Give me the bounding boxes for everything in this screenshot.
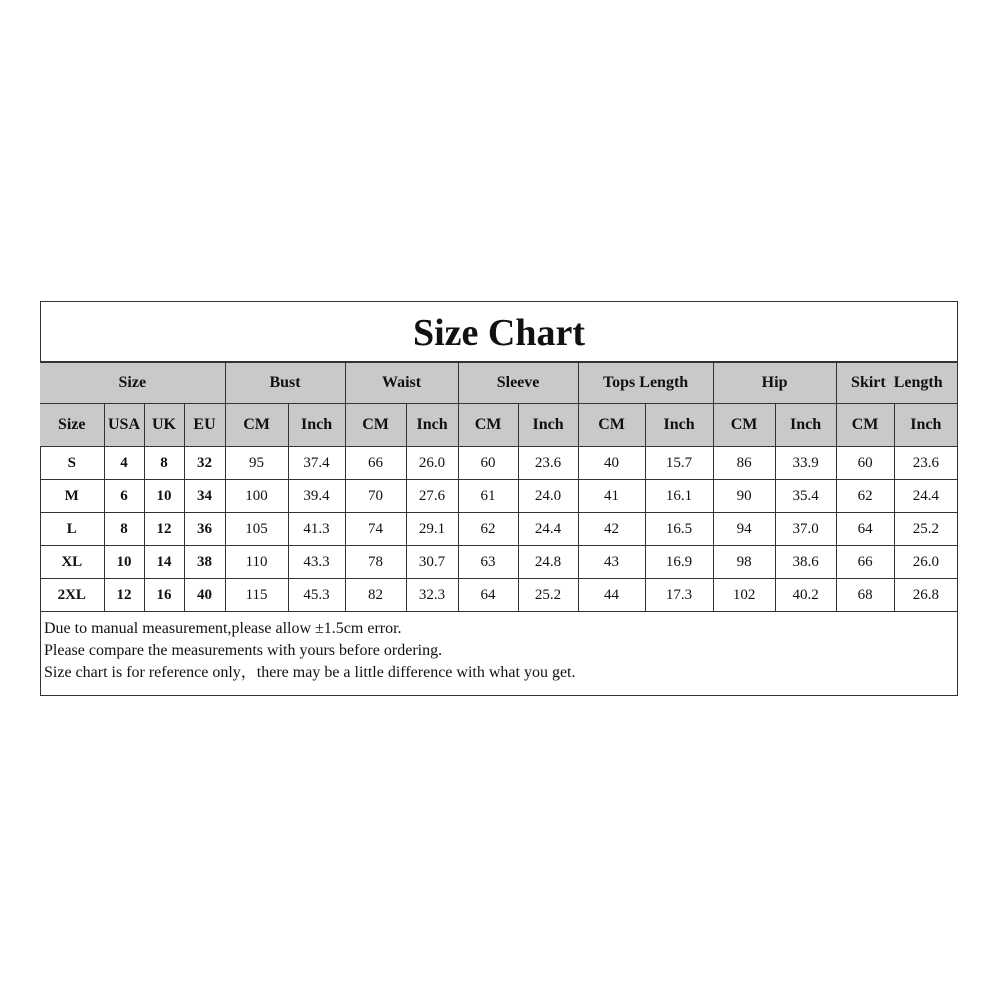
unit-header: Inch — [775, 404, 836, 447]
table-row — [40, 579, 957, 612]
table-cell: 15.7 — [645, 447, 713, 480]
table-cell: 63 — [458, 546, 518, 579]
table-cell: 43.3 — [288, 546, 345, 579]
table-cell: 43 — [578, 546, 645, 579]
table-cell: 24.8 — [518, 546, 578, 579]
table-cell: XL — [40, 546, 104, 579]
unit-header: Size — [40, 404, 104, 447]
table-cell: 23.6 — [518, 447, 578, 480]
table-cell: 25.2 — [894, 513, 957, 546]
table-cell: 98 — [713, 546, 775, 579]
table-cell: 62 — [836, 480, 894, 513]
table-cell: 78 — [345, 546, 406, 579]
table-cell: 44 — [578, 579, 645, 612]
unit-header: CM — [458, 404, 518, 447]
unit-header: USA — [104, 404, 144, 447]
unit-header: EU — [184, 404, 225, 447]
unit-header: CM — [713, 404, 775, 447]
table-cell: 14 — [144, 546, 184, 579]
table-cell: 25.2 — [518, 579, 578, 612]
table-cell: 40 — [578, 447, 645, 480]
table-cell: 38 — [184, 546, 225, 579]
table-cell: 94 — [713, 513, 775, 546]
group-header-sleeve: Sleeve — [458, 363, 578, 404]
note-line: Please compare the measurements with yours before ordering. — [44, 642, 443, 659]
chart-title: Size Chart — [41, 302, 957, 362]
unit-header-row — [40, 404, 957, 447]
table-cell: 60 — [458, 447, 518, 480]
table-cell: 10 — [104, 546, 144, 579]
table-cell: 36 — [184, 513, 225, 546]
table-cell: 30.7 — [406, 546, 458, 579]
unit-header: Inch — [894, 404, 957, 447]
table-cell: 38.6 — [775, 546, 836, 579]
group-header-waist: Waist — [345, 363, 458, 404]
table-cell: 16.9 — [645, 546, 713, 579]
table-cell: 66 — [345, 447, 406, 480]
table-cell: 16.5 — [645, 513, 713, 546]
unit-header: UK — [144, 404, 184, 447]
table-cell: 90 — [713, 480, 775, 513]
group-header-hip: Hip — [713, 363, 836, 404]
table-row — [40, 480, 957, 513]
table-cell: 6 — [104, 480, 144, 513]
table-body — [40, 447, 957, 612]
table-cell: 40.2 — [775, 579, 836, 612]
table-cell: 40 — [184, 579, 225, 612]
table-cell: L — [40, 513, 104, 546]
unit-header: CM — [836, 404, 894, 447]
unit-header: Inch — [518, 404, 578, 447]
table-cell: 12 — [144, 513, 184, 546]
table-cell: 24.4 — [518, 513, 578, 546]
table-cell: 8 — [104, 513, 144, 546]
table-cell: 17.3 — [645, 579, 713, 612]
unit-header: CM — [578, 404, 645, 447]
table-cell: 86 — [713, 447, 775, 480]
table-cell: 32.3 — [406, 579, 458, 612]
table-cell: 60 — [836, 447, 894, 480]
group-header-skirt-length: Skirt Length — [836, 363, 957, 404]
table-cell: 41 — [578, 480, 645, 513]
table-cell: 115 — [225, 579, 288, 612]
table-cell: 12 — [104, 579, 144, 612]
table-cell: 33.9 — [775, 447, 836, 480]
table-cell: 105 — [225, 513, 288, 546]
table-cell: 16.1 — [645, 480, 713, 513]
notes — [41, 612, 957, 684]
unit-header: CM — [225, 404, 288, 447]
table-row — [40, 447, 957, 480]
table-cell: 24.4 — [894, 480, 957, 513]
table-cell: 37.4 — [288, 447, 345, 480]
table-cell: 64 — [458, 579, 518, 612]
table-cell: 64 — [836, 513, 894, 546]
group-header-size: Size — [40, 363, 225, 404]
table-cell: 24.0 — [518, 480, 578, 513]
table-cell: 100 — [225, 480, 288, 513]
unit-header: Inch — [288, 404, 345, 447]
table-cell: 39.4 — [288, 480, 345, 513]
table-cell: 35.4 — [775, 480, 836, 513]
table-cell: 82 — [345, 579, 406, 612]
size-chart — [40, 301, 958, 696]
group-header-tops-length: Tops Length — [578, 363, 713, 404]
table-cell: 8 — [144, 447, 184, 480]
table-cell: 26.0 — [894, 546, 957, 579]
table-cell: 32 — [184, 447, 225, 480]
table-cell: 34 — [184, 480, 225, 513]
table-row — [40, 546, 957, 579]
table-cell: 27.6 — [406, 480, 458, 513]
table-cell: 29.1 — [406, 513, 458, 546]
table-cell: 68 — [836, 579, 894, 612]
table-cell: M — [40, 480, 104, 513]
table-cell: 45.3 — [288, 579, 345, 612]
table-cell: 61 — [458, 480, 518, 513]
group-header-row — [40, 363, 957, 404]
table-cell: 42 — [578, 513, 645, 546]
table-header — [40, 363, 957, 447]
table-cell: 37.0 — [775, 513, 836, 546]
table-cell: 62 — [458, 513, 518, 546]
unit-header: Inch — [645, 404, 713, 447]
table-cell: 23.6 — [894, 447, 957, 480]
table-cell: 10 — [144, 480, 184, 513]
note-line: Due to manual measurement,please allow ±1.5cm error. — [44, 620, 402, 637]
table-cell: 110 — [225, 546, 288, 579]
note-line: Size chart is for reference only，there may be a little difference with what you get. — [44, 664, 576, 681]
table-cell: 41.3 — [288, 513, 345, 546]
table-cell: 16 — [144, 579, 184, 612]
size-table — [40, 362, 957, 612]
unit-header: CM — [345, 404, 406, 447]
table-cell: 70 — [345, 480, 406, 513]
table-cell: 26.8 — [894, 579, 957, 612]
table-cell: 4 — [104, 447, 144, 480]
group-header-bust: Bust — [225, 363, 345, 404]
unit-header: Inch — [406, 404, 458, 447]
table-cell: 74 — [345, 513, 406, 546]
table-cell: 95 — [225, 447, 288, 480]
table-cell: 66 — [836, 546, 894, 579]
table-cell: 2XL — [40, 579, 104, 612]
table-row — [40, 513, 957, 546]
table-cell: 26.0 — [406, 447, 458, 480]
table-cell: S — [40, 447, 104, 480]
table-cell: 102 — [713, 579, 775, 612]
